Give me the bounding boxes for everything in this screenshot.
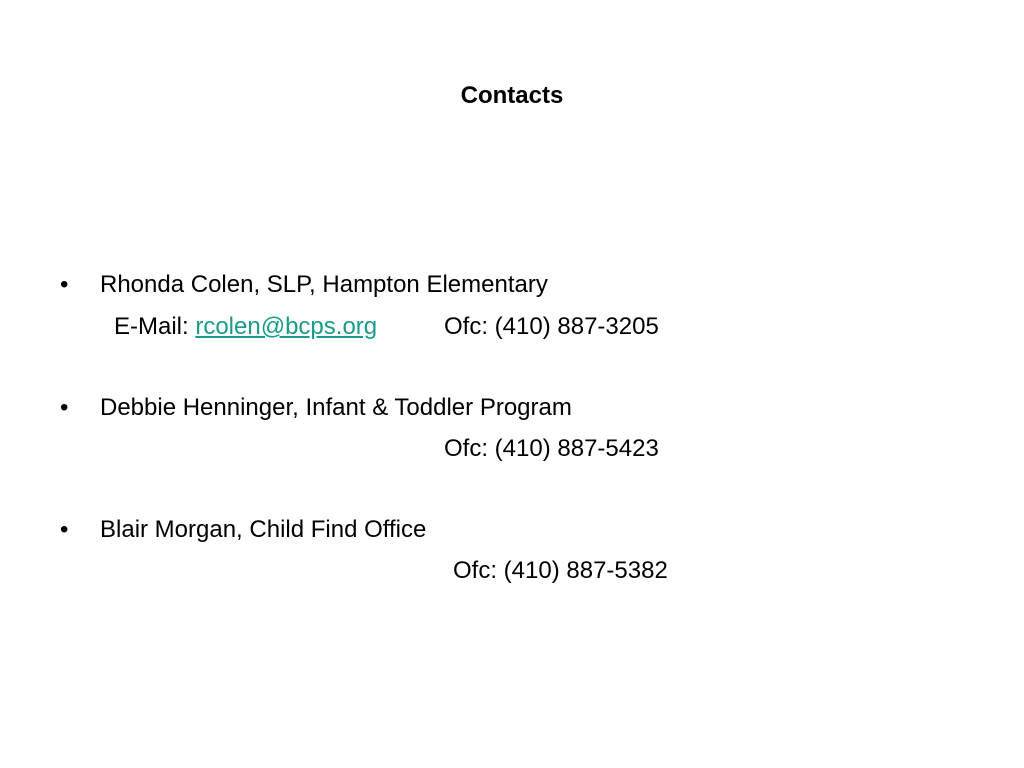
contact-email-row: [114, 313, 377, 341]
contact-phone-debbie: Ofc: (410) 887-5423: [444, 435, 659, 462]
email-label: E-Mail:: [114, 313, 189, 340]
contact-name-rhonda: Rhonda Colen, SLP, Hampton Elementary: [100, 271, 548, 298]
bullet-marker: •: [60, 394, 69, 421]
contact-phone-blair: Ofc: (410) 887-5382: [453, 557, 668, 584]
email-link[interactable]: rcolen@bcps.org: [195, 313, 378, 340]
bullet-marker: •: [60, 516, 69, 543]
contact-name-blair: Blair Morgan, Child Find Office: [100, 516, 427, 543]
contact-phone-rhonda: Ofc: (410) 887-3205: [444, 313, 659, 340]
contact-name-debbie: Debbie Henninger, Infant & Toddler Program: [100, 394, 572, 421]
bullet-marker: •: [60, 271, 69, 298]
page-title: Contacts: [460, 82, 564, 109]
